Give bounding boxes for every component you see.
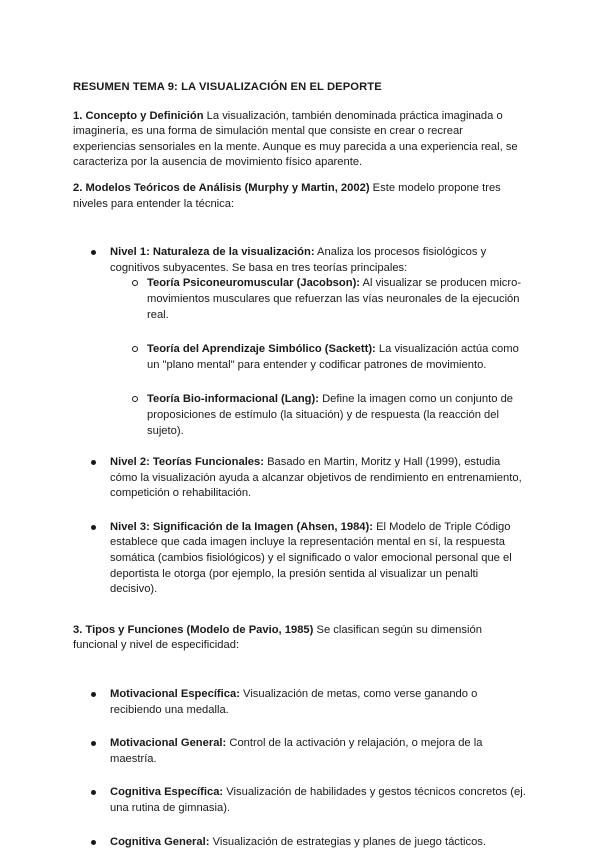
theory-1-text: Al visualizar se producen micro-movimientos musculares que refuerzan las vías neuronales de la ejecución real.: [147, 277, 522, 321]
section-3-heading: 3. Tipos y Funciones (Modelo de Pavio, 1985): [73, 623, 314, 636]
section-2-intro: [73, 181, 528, 212]
type-3-label: Cognitiva Específica:: [110, 786, 224, 799]
type-1-text: Visualización de metas, como verse ganando o recibiendo una medalla.: [110, 688, 478, 716]
type-1-label: Motivacional Específica:: [110, 688, 240, 701]
theory-3-text: Define la imagen como un conjunto de proposiciones de estímulo (la situación) y de respuesta (la reacción del sujeto).: [147, 393, 514, 437]
theory-aprendizaje-simbolico: [128, 342, 528, 373]
theory-psiconeuromuscular: [128, 276, 528, 323]
theories-list: [110, 276, 528, 439]
level-3-item: [73, 520, 528, 598]
type-4-text: Visualización de estrategias y planes de juego tácticos.: [209, 835, 487, 848]
theory-2-text: La visualización actúa como un "plano mental" para entender y codificar patrones de movimiento.: [147, 343, 519, 371]
section-2-levels-list: [73, 245, 528, 598]
section-1-concepto: [73, 109, 528, 171]
level-2-label: Nivel 2: Teorías Funcionales:: [110, 456, 264, 469]
type-3-text: Visualización de habilidades y gestos técnicos concretos (ej. una rutina de gimnasia).: [110, 786, 526, 814]
theory-1-label: Teoría Psiconeuromuscular (Jacobson):: [147, 277, 361, 290]
theory-3-label: Teoría Bio-informacional (Lang):: [147, 393, 319, 406]
section-3-text: Se clasifican según su dimensión funcional y nivel de especificidad:: [73, 623, 482, 652]
level-1-label: Nivel 1: Naturaleza de la visualización:: [110, 246, 315, 259]
section-2-text: Este modelo propone tres niveles para entender la técnica:: [73, 181, 501, 210]
level-2-item: [73, 455, 528, 502]
section-3-intro: [73, 623, 528, 654]
type-motivacional-general: [73, 736, 528, 767]
section-3-types-list: [73, 687, 528, 850]
level-3-label: Nivel 3: Significación de la Imagen (Ahsen, 1984):: [110, 520, 373, 533]
type-2-label: Motivacional General:: [110, 737, 227, 750]
section-2-heading: 2. Modelos Teóricos de Análisis (Murphy y Martin, 2002): [73, 181, 370, 194]
document-title: RESUMEN TEMA 9: LA VISUALIZACIÓN EN EL DEPORTE: [73, 81, 382, 93]
section-1-text: La visualización, también denominada práctica imaginada o imaginería, es una forma de simulación mental que consiste en crear o recrear experiencias sensoriales en la mente. Aunque es muy parecida a una experiencia real, se caracteriza por la ausencia de movimiento físico aparente.: [73, 109, 518, 169]
type-2-text: Control de la activación y relajación, o mejora de la maestría.: [110, 737, 483, 765]
section-1-heading: 1. Concepto y Definición: [73, 109, 204, 122]
level-1-item: [73, 245, 528, 439]
level-3-text: El Modelo de Triple Código establece que cada imagen incluye la representación mental en sí, la respuesta somática (cambios fisiológicos) y el significado o valor emocional personal que el deportista le otorga (por ejemplo, la presión sentida al visualizar un penalti decisivo).: [110, 520, 512, 596]
type-4-label: Cognitiva General:: [110, 835, 210, 848]
theory-2-label: Teoría del Aprendizaje Simbólico (Sackett):: [147, 343, 376, 356]
level-1-text: Analiza los procesos fisiológicos y cognitivos subyacentes. Se basa en tres teorías principales:: [110, 246, 487, 274]
theory-bio-informacional: [128, 392, 528, 439]
type-motivacional-especifica: [73, 687, 528, 718]
type-cognitiva-especifica: [73, 785, 528, 816]
level-2-text: Basado en Martin, Moritz y Hall (1999), estudia cómo la visualización ayuda a alcanzar objetivos de rendimiento en entrenamiento, competición o rehabilitación.: [110, 456, 522, 500]
